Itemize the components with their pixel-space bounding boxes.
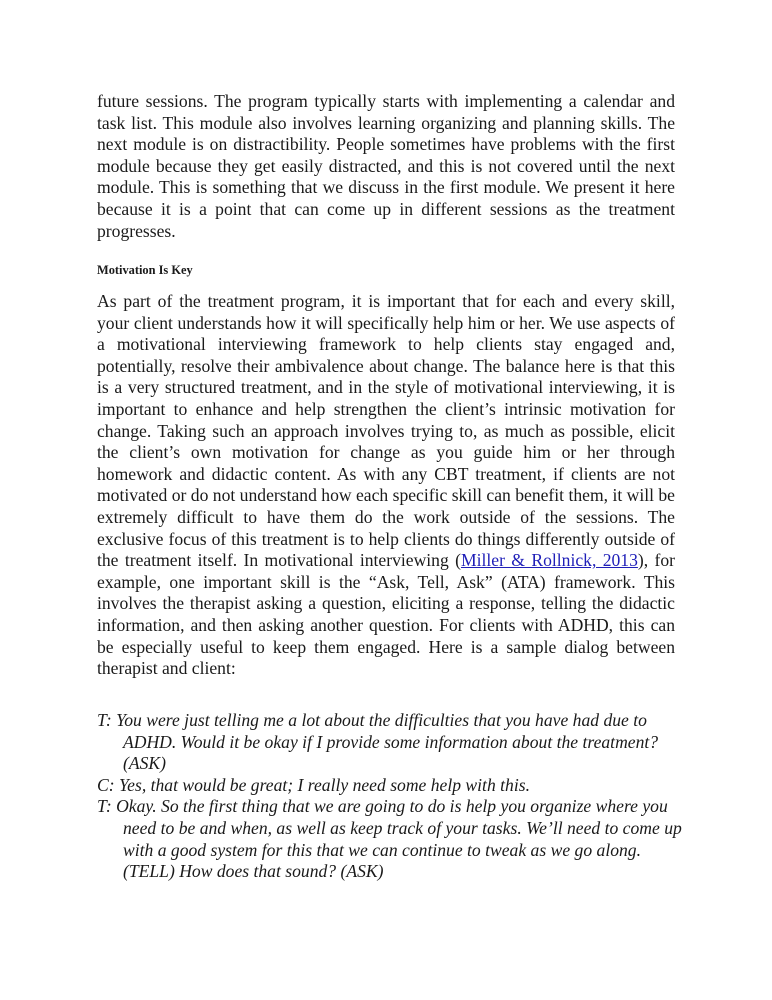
citation-link[interactable]: Miller & Rollnick, 2013 xyxy=(460,550,638,571)
sample-dialog xyxy=(97,710,687,883)
intro-paragraph: future sessions. The program typically starts with implementing a calendar and task list. This module also involves learning organizing and planning skills. The next module is on distractibility. People sometimes have problems with the first module because they get easily distracted, and this is not covered until the next module. This is something that we discuss in the first module. We present it here because it is a point that can come up in different sessions as the treatment progresses. xyxy=(97,91,675,241)
dialog-line: T: Okay. So the first thing that we are going to do is help you organize where you need to be and when, as well as keep track of your tasks. We’ll need to come up with a good system for this that we can continue to tweak as we go along. (TELL) How does that sound? (ASK) xyxy=(97,796,682,882)
body-paragraph xyxy=(97,291,675,680)
dialog-line: C: Yes, that would be great; I really need some help with this. xyxy=(97,774,530,795)
body-text-before-citation: As part of the treatment program, it is important that for each and every skill, your client understands how it will specifically help him or her. We use aspects of a motivational interviewing framework to help clients stay engaged and, potentially, resolve their ambivalence about change. The balance here is that this is a very structured treatment, and in the style of motivational interviewing, it is important to enhance and help strengthen the client’s intrinsic motivation for change. Taking such an approach involves trying to, as much as possible, elicit the client’s own motivation for change as you guide him or her through homework and didactic content. As with any CBT treatment, if clients are not motivated or do not understand how each specific skill can benefit them, it will be extremely difficult to have them do the work outside of the sessions. The exclusive focus of this treatment is to help clients do things differently outside of the treatment itself. In motivational interviewing ( xyxy=(97,291,675,571)
section-heading: Motivation Is Key xyxy=(97,263,193,277)
dialog-line: T: You were just telling me a lot about the difficulties that you have had due to ADHD. Would it be okay if I provide some information about the treatment? (ASK) xyxy=(97,710,659,774)
body-text-after-citation: ), for example, one important skill is the “Ask, Tell, Ask” (ATA) framework. This involves the therapist asking a question, eliciting a response, telling the didactic information, and then asking another question. For clients with ADHD, this can be especially useful to keep them engaged. Here is a sample dialog between therapist and client: xyxy=(97,550,676,679)
